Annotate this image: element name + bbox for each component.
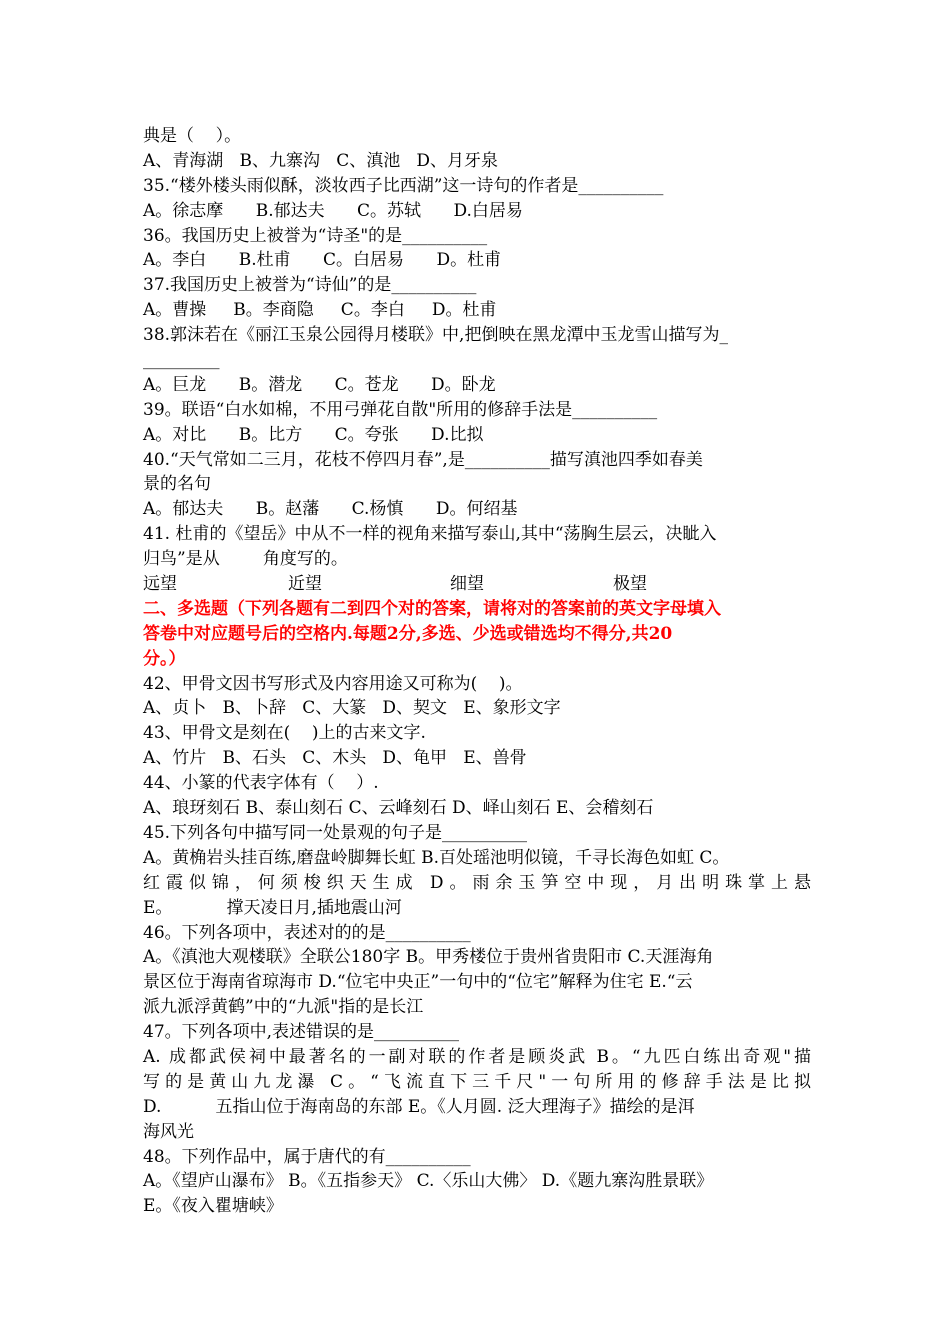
text-line: D. 五指山位于海南岛的东部 E。《人月圆. 泛大理海子》描绘的是洱 (143, 1096, 695, 1117)
text-line: 41. 杜甫的《望岳》中从不一样的视角来描写泰山,其中“荡胸生层云，决眦入 (143, 524, 717, 545)
q41-option: 极望 (613, 574, 647, 595)
text-line: 42、甲骨文因书写形式及内容用途又可称为( )。 (143, 673, 523, 694)
text-line: A。《滇池大观楼联》全联公180字 B。甲秀楼位于贵州省贵阳市 C.天涯海角 (143, 947, 714, 968)
section-heading-line: 分。） (143, 648, 186, 669)
text-line: 43、甲骨文是刻在( )上的古来文字. (143, 723, 426, 744)
text-line: E。 撑天凌日月,插地震山河 (143, 897, 402, 918)
text-line: A。曹操 B。李商隐 C。李白 D。杜甫 (143, 300, 497, 321)
text-line: 35.“楼外楼头雨似酥，淡妆西子比西湖”这一诗句的作者是__________ (143, 175, 664, 196)
text-line: 景的名句 (143, 474, 211, 495)
text-line: 海风光 (143, 1121, 194, 1142)
text-line: _________ (143, 350, 220, 371)
text-line: 写的是黄山九龙瀑 C。“飞流直下三千尺"一句所用的修辞手法是比拟 (143, 1071, 811, 1092)
text-line: A。对比 B。比方 C。夸张 D.比拟 (143, 424, 484, 445)
text-line: 归鸟”是从 角度写的。 (143, 549, 348, 570)
text-line: A、竹片 B、石头 C、木头 D、龟甲 E、兽骨 (143, 748, 527, 769)
q41-options-row (143, 572, 811, 597)
text-line: 44、小篆的代表字体有（ ）. (143, 773, 379, 794)
section-heading-line: 二、多选题（下列各题有二到四个对的答案，请将对的答案前的英文字母填入 (143, 598, 721, 619)
text-line: A。《望庐山瀑布》 B。《五指参天》 C.〈乐山大佛〉 D.《题九寨沟胜景联》 (143, 1171, 714, 1192)
text-line: 36。我国历史上被誉为“诗圣"的是__________ (143, 225, 488, 246)
text-line: A. 成都武侯祠中最著名的一副对联的作者是顾炎武 B。“九匹白练出奇观"描 (143, 1046, 811, 1067)
text-line: 典是（ ）。 (143, 126, 242, 146)
text-line: A。郁达夫 B。赵藩 C.杨慎 D。何绍基 (143, 499, 518, 520)
text-line: A、青海湖 B、九寨沟 C、滇池 D、月牙泉 (143, 150, 499, 171)
text-line: E。《夜入瞿塘峡》 (143, 1196, 283, 1217)
section-heading-line: 答卷中对应题号后的空格内.每题2分,多选、少选或错选均不得分,共20 (143, 623, 673, 644)
document-page (143, 124, 811, 1219)
text-line: 46。下列各项中，表述对的的是__________ (143, 922, 471, 943)
text-line: 38.郭沫若在《丽江玉泉公园得月楼联》中,把倒映在黑龙潭中玉龙雪山描写为_ (143, 325, 728, 346)
text-line: 48。下列作品中，属于唐代的有__________ (143, 1146, 471, 1167)
text-line: A。黄桷岩头挂百练,磨盘岭脚舞长虹 B.百处瑶池明似镜，千寻长海色如虹 C。 (143, 847, 730, 868)
text-line: 39。联语“白水如棉，不用弓弹花自散"所用的修辞手法是__________ (143, 399, 658, 420)
text-line: 37.我国历史上被誉为“诗仙”的是__________ (143, 275, 477, 296)
text-line: A、琅玡刻石 B、泰山刻石 C、云峰刻石 D、峄山刻石 E、会稽刻石 (143, 798, 654, 819)
text-line: A。李白 B.杜甫 C。白居易 D。杜甫 (143, 250, 502, 271)
q41-option: 近望 (288, 574, 322, 595)
text-line: 红霞似锦，何须梭织天生成 D。雨余玉笋空中现，月出明珠掌上悬 (143, 872, 811, 893)
text-line: A。巨龙 B。潜龙 C。苍龙 D。卧龙 (143, 374, 496, 395)
q41-option: 细望 (450, 574, 484, 595)
text-line: 派九派浮黄鹤”中的“九派"指的是长江 (143, 997, 424, 1018)
text-line: 47。下列各项中,表述错误的是__________ (143, 1022, 460, 1043)
text-line: A。徐志摩 B.郁达夫 C。苏轼 D.白居易 (143, 200, 523, 221)
text-line: 40.“天气常如二三月，花枝不停四月春”,是__________描写滇池四季如春美 (143, 449, 703, 470)
text-line: A、贞卜 B、卜辞 C、大篆 D、契文 E、象形文字 (143, 698, 561, 719)
text-line: 景区位于海南省琼海市 D.“位宅中央正”一句中的“位宅”解释为住宅 E.“云 (143, 972, 693, 993)
text-line: 45.下列各句中描写同一处景观的句子是__________ (143, 822, 528, 843)
q41-option: 远望 (143, 574, 177, 595)
